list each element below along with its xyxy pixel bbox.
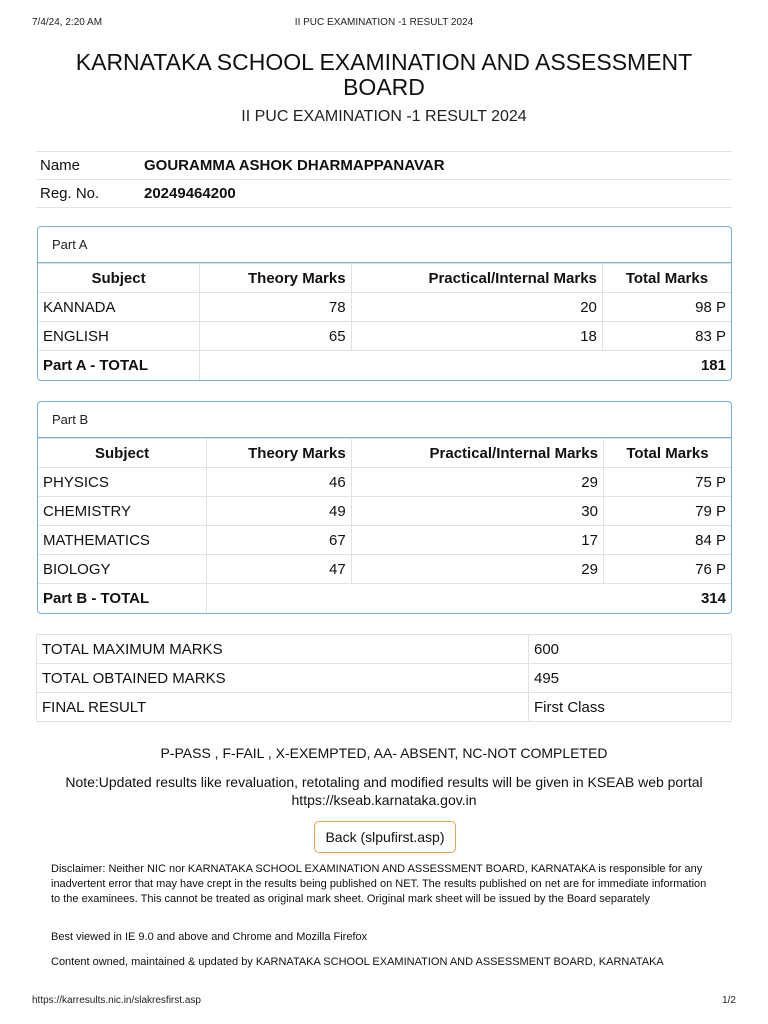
name-label: Name bbox=[36, 152, 144, 180]
total-cell: 75 P bbox=[603, 468, 731, 497]
page-number: 1/2 bbox=[722, 995, 736, 1006]
content-owner-note: Content owned, maintained & updated by KARNATAKA SCHOOL EXAMINATION AND ASSESSMENT BOARD, KARNATAKA bbox=[51, 956, 664, 968]
back-button[interactable]: Back (slpufirst.asp) bbox=[314, 821, 456, 853]
col-subject: Subject bbox=[38, 439, 207, 468]
theory-cell: 78 bbox=[200, 293, 352, 322]
update-note bbox=[50, 773, 718, 809]
part-b-total-label: Part B - TOTAL bbox=[38, 584, 207, 613]
table-row bbox=[38, 468, 731, 497]
theory-cell: 46 bbox=[207, 468, 351, 497]
part-b-table bbox=[38, 438, 731, 613]
name-row bbox=[36, 152, 732, 180]
part-b-total-row bbox=[38, 584, 731, 613]
part-b-total-value: 314 bbox=[207, 584, 731, 613]
exam-title: II PUC EXAMINATION -1 RESULT 2024 bbox=[241, 108, 527, 125]
total-cell: 83 P bbox=[602, 322, 731, 351]
summary-label: FINAL RESULT bbox=[37, 693, 529, 722]
disclaimer-text: Disclaimer: Neither NIC nor KARNATAKA SCHOOL EXAMINATION AND ASSESSMENT BOARD, KARNATAKA is responsible for any inadvertent error that may have crept in the results being published on NET. The results published on net are for immediate information to the examinees. This cannot be treated as original mark sheet. Original mark sheet will be issued by the Board separately bbox=[51, 863, 707, 905]
subject-cell: CHEMISTRY bbox=[38, 497, 207, 526]
result-legend: P-PASS , F-FAIL , X-EXEMPTED, AA- ABSENT, NC-NOT COMPLETED bbox=[160, 745, 608, 761]
part-a-total-row bbox=[38, 351, 731, 380]
print-title: II PUC EXAMINATION -1 RESULT 2024 bbox=[294, 17, 474, 28]
practical-cell: 29 bbox=[351, 555, 603, 584]
table-row bbox=[38, 526, 731, 555]
subject-cell: BIOLOGY bbox=[38, 555, 207, 584]
summary-row bbox=[37, 635, 732, 664]
col-theory: Theory Marks bbox=[200, 264, 352, 293]
col-subject: Subject bbox=[38, 264, 200, 293]
part-b-title: Part B bbox=[38, 402, 731, 438]
summary-row bbox=[37, 693, 732, 722]
print-date: 7/4/24, 2:20 AM bbox=[32, 17, 103, 28]
board-title: KARNATAKA SCHOOL EXAMINATION AND ASSESSMENT BOARD bbox=[75, 49, 693, 100]
subject-cell: ENGLISH bbox=[38, 322, 200, 351]
subject-cell: KANNADA bbox=[38, 293, 200, 322]
portal-url: https://kseab.karnataka.gov.in bbox=[291, 792, 477, 808]
summary-value: 600 bbox=[529, 635, 732, 664]
subject-cell: MATHEMATICS bbox=[38, 526, 207, 555]
table-row bbox=[38, 293, 731, 322]
practical-cell: 17 bbox=[351, 526, 603, 555]
col-total: Total Marks bbox=[602, 264, 731, 293]
subject-cell: PHYSICS bbox=[38, 468, 207, 497]
col-total: Total Marks bbox=[603, 439, 731, 468]
total-cell: 84 P bbox=[603, 526, 731, 555]
part-a-title: Part A bbox=[38, 227, 731, 263]
theory-cell: 47 bbox=[207, 555, 351, 584]
reg-row bbox=[36, 180, 732, 208]
summary-value: 495 bbox=[529, 664, 732, 693]
student-info-table bbox=[36, 151, 732, 208]
print-url: https://karresults.nic.in/slakresfirst.asp bbox=[32, 995, 201, 1006]
reg-number: 20249464200 bbox=[144, 180, 732, 208]
table-header-row bbox=[38, 439, 731, 468]
practical-cell: 30 bbox=[351, 497, 603, 526]
table-row bbox=[38, 497, 731, 526]
col-practical: Practical/Internal Marks bbox=[351, 264, 602, 293]
student-name: GOURAMMA ASHOK DHARMAPPANAVAR bbox=[144, 152, 732, 180]
part-b-card bbox=[37, 401, 732, 614]
note-text: Note:Updated results like revaluation, retotaling and modified results will be given in KSEAB web portal bbox=[65, 774, 703, 790]
summary-label: TOTAL MAXIMUM MARKS bbox=[37, 635, 529, 664]
theory-cell: 49 bbox=[207, 497, 351, 526]
practical-cell: 18 bbox=[351, 322, 602, 351]
practical-cell: 29 bbox=[351, 468, 603, 497]
total-cell: 98 P bbox=[602, 293, 731, 322]
part-a-table bbox=[38, 263, 731, 380]
part-a-card bbox=[37, 226, 732, 381]
total-cell: 79 P bbox=[603, 497, 731, 526]
summary-row bbox=[37, 664, 732, 693]
total-cell: 76 P bbox=[603, 555, 731, 584]
col-practical: Practical/Internal Marks bbox=[351, 439, 603, 468]
table-row bbox=[38, 322, 731, 351]
final-result-value: First Class bbox=[529, 693, 732, 722]
part-a-total-label: Part A - TOTAL bbox=[38, 351, 200, 380]
practical-cell: 20 bbox=[351, 293, 602, 322]
summary-table bbox=[36, 634, 732, 722]
summary-label: TOTAL OBTAINED MARKS bbox=[37, 664, 529, 693]
col-theory: Theory Marks bbox=[207, 439, 351, 468]
reg-label: Reg. No. bbox=[36, 180, 144, 208]
part-a-total-value: 181 bbox=[200, 351, 731, 380]
browser-note: Best viewed in IE 9.0 and above and Chrome and Mozilla Firefox bbox=[51, 931, 368, 943]
table-header-row bbox=[38, 264, 731, 293]
table-row bbox=[38, 555, 731, 584]
theory-cell: 65 bbox=[200, 322, 352, 351]
theory-cell: 67 bbox=[207, 526, 351, 555]
